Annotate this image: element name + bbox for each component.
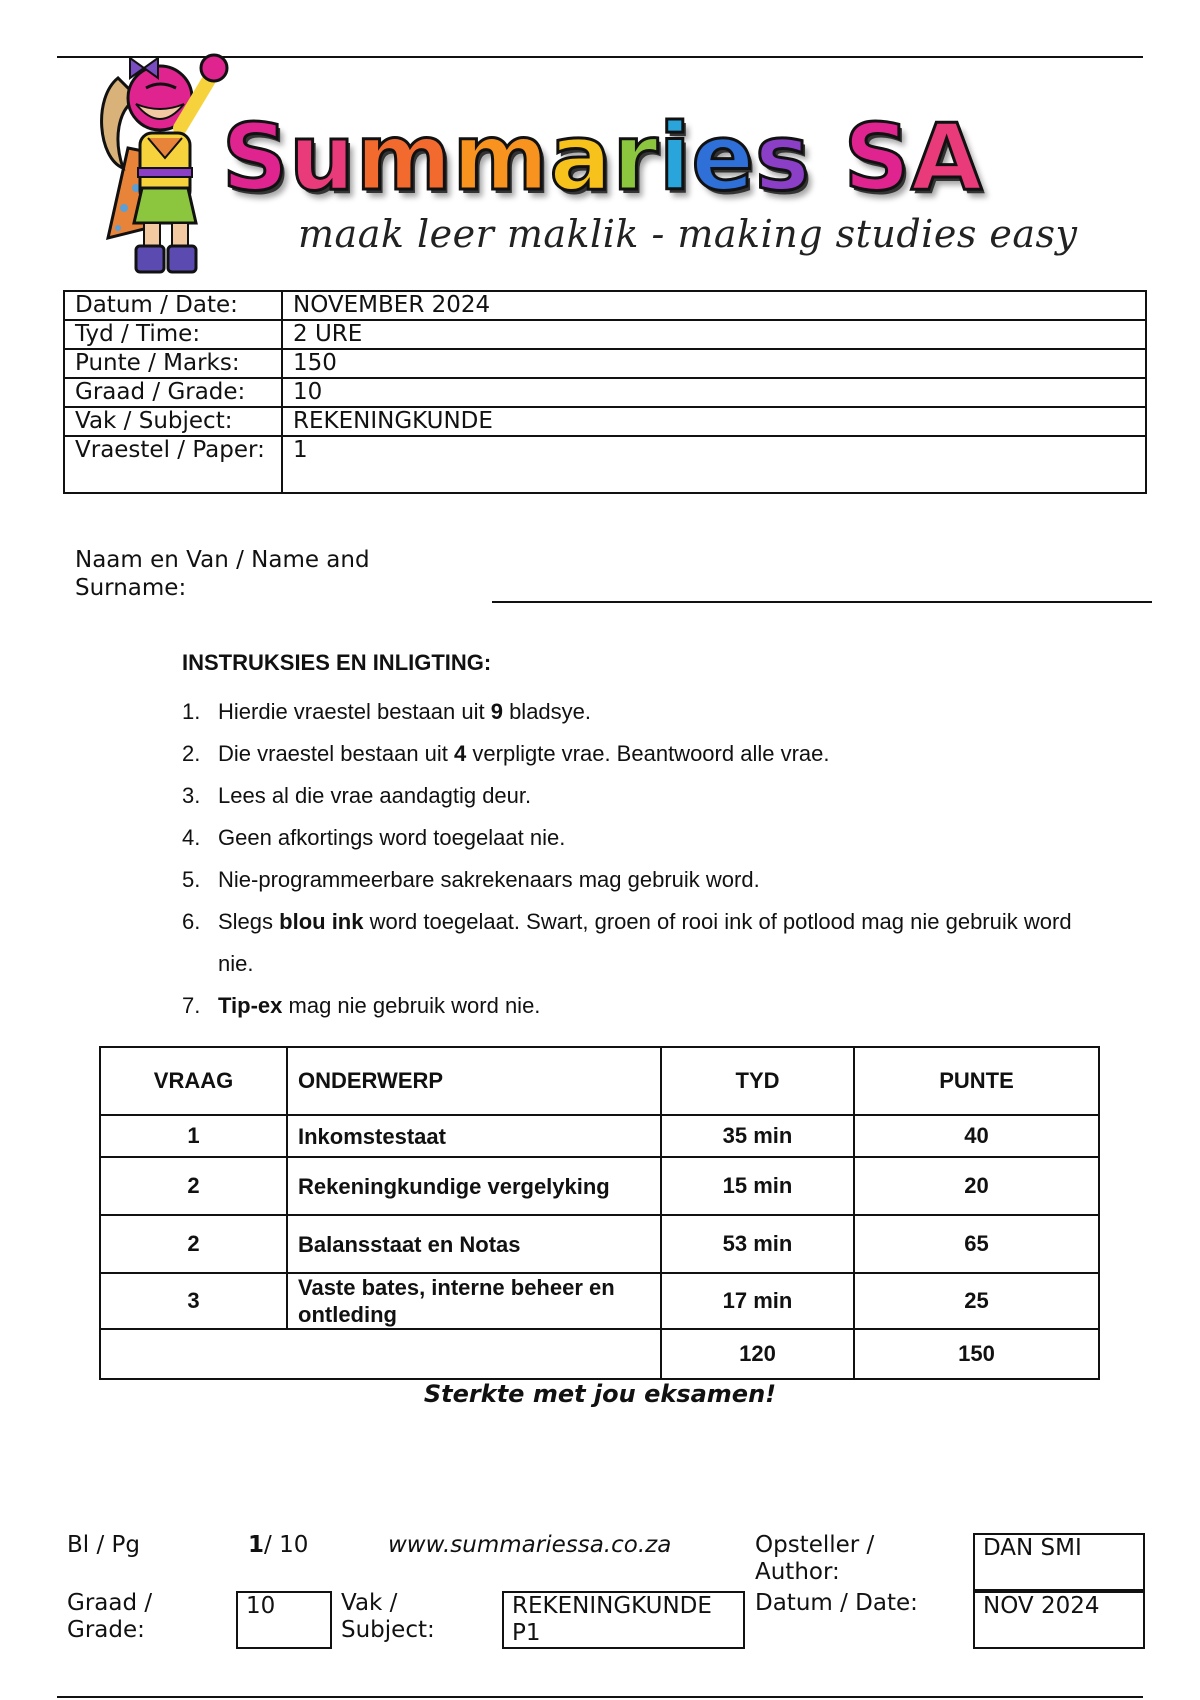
instruction-number: 3.: [182, 783, 201, 808]
page-current: 1: [248, 1532, 265, 1558]
instruction-number: 4.: [182, 825, 201, 850]
info-value: 1: [282, 436, 1146, 493]
bottom-rule: [57, 1696, 1143, 1698]
instructions-list: [182, 691, 1082, 1027]
instruction-emphasis: Tip-ex: [218, 993, 283, 1018]
info-value: 150: [282, 349, 1146, 378]
header-punte: PUNTE: [854, 1047, 1099, 1115]
question-topic: Vaste bates, interne beheer en ontleding: [287, 1273, 661, 1329]
question-marks: 40: [854, 1115, 1099, 1157]
tagline: maak leer maklik - making studies easy: [298, 212, 1078, 256]
info-label: Punte / Marks:: [64, 349, 282, 378]
grade-value: 10: [236, 1591, 332, 1649]
total-time: 120: [661, 1329, 854, 1379]
date-value: NOV 2024: [973, 1591, 1145, 1649]
instruction-item: [182, 859, 1082, 901]
date-label: Datum / Date:: [755, 1590, 918, 1616]
instruction-number: 6.: [182, 909, 201, 934]
instruction-item: [182, 985, 1082, 1027]
instruction-emphasis: blou ink: [279, 909, 364, 934]
author-value: DAN SMI: [973, 1533, 1145, 1591]
instruction-item: [182, 775, 1082, 817]
instruction-item: [182, 901, 1082, 985]
instruction-item: [182, 733, 1082, 775]
instruction-emphasis: 9: [490, 699, 503, 724]
question-row: [100, 1157, 1099, 1215]
info-row: [64, 320, 1146, 349]
exam-info-table: [63, 290, 1147, 494]
instruction-item: [182, 691, 1082, 733]
question-time: 35 min: [661, 1115, 854, 1157]
brand-logo: Summaries SA: [222, 104, 984, 211]
header-vraag: VRAAG: [100, 1047, 287, 1115]
info-value: REKENINGKUNDE: [282, 407, 1146, 436]
page-total: / 10: [264, 1532, 309, 1558]
website-link[interactable]: www.summariessa.co.za: [388, 1532, 672, 1558]
instruction-text: Hierdie vraestel bestaan uit: [218, 699, 491, 724]
instruction-number: 1.: [182, 699, 201, 724]
info-label: Graad / Grade:: [64, 378, 282, 407]
name-label: Naam en Van / Name and Surname:: [75, 547, 370, 601]
instruction-text-rest: word toegelaat. Swart, groen of rooi ink of potlood mag nie gebruik word nie.: [218, 909, 1072, 976]
question-topic: Balansstaat en Notas: [287, 1215, 661, 1273]
info-row: [64, 407, 1146, 436]
question-marks: 65: [854, 1215, 1099, 1273]
question-topic: Inkomstestaat: [287, 1115, 661, 1157]
info-label: Vraestel / Paper:: [64, 436, 282, 493]
questions-table: [99, 1046, 1100, 1380]
instruction-text-rest: verpligte vrae. Beantwoord alle vrae.: [466, 741, 830, 766]
question-number: 2: [100, 1157, 287, 1215]
question-marks: 25: [854, 1273, 1099, 1329]
instruction-number: 5.: [182, 867, 201, 892]
question-time: 15 min: [661, 1157, 854, 1215]
question-row: [100, 1115, 1099, 1157]
instruction-text: Lees al die vrae aandagtig deur.: [218, 783, 532, 808]
subject-label: Vak / Subject:: [341, 1590, 435, 1643]
grade-label: Graad / Grade:: [67, 1590, 153, 1643]
question-time: 17 min: [661, 1273, 854, 1329]
question-number: 3: [100, 1273, 287, 1329]
instructions-title: INSTRUKSIES EN INLIGTING:: [182, 650, 492, 675]
instruction-number: 7.: [182, 993, 201, 1018]
info-row: [64, 378, 1146, 407]
instruction-text: Die vraestel bestaan uit: [218, 741, 455, 766]
info-row: [64, 291, 1146, 320]
info-value: 2 URE: [282, 320, 1146, 349]
header-onderwerp: ONDERWERP: [287, 1047, 661, 1115]
instruction-item: [182, 817, 1082, 859]
info-label: Datum / Date:: [64, 291, 282, 320]
header-tyd: TYD: [661, 1047, 854, 1115]
name-input-line[interactable]: [492, 601, 1152, 603]
page-label: Bl / Pg: [67, 1532, 141, 1558]
instruction-text: Nie-programmeerbare sakrekenaars mag gebruik word.: [218, 867, 760, 892]
author-label: Opsteller / Author:: [755, 1532, 875, 1585]
question-marks: 20: [854, 1157, 1099, 1215]
question-row: [100, 1273, 1099, 1329]
question-time: 53 min: [661, 1215, 854, 1273]
info-value: NOVEMBER 2024: [282, 291, 1146, 320]
instruction-number: 2.: [182, 741, 201, 766]
instruction-text-rest: bladsye.: [502, 699, 592, 724]
instruction-text-rest: mag nie gebruik word nie.: [282, 993, 541, 1018]
totals-empty-cell: [100, 1329, 661, 1379]
totals-row: [100, 1329, 1099, 1379]
total-marks: 150: [854, 1329, 1099, 1379]
instruction-emphasis: 4: [454, 741, 467, 766]
question-topic: Rekeningkundige vergelyking: [287, 1157, 661, 1215]
instruction-text: Slegs: [218, 909, 280, 934]
page-number: [248, 1532, 308, 1559]
info-label: Tyd / Time:: [64, 320, 282, 349]
instruction-text: Geen afkortings word toegelaat nie.: [218, 825, 566, 850]
info-row: [64, 436, 1146, 493]
subject-value: REKENINGKUNDE P1: [502, 1591, 745, 1649]
question-number: 2: [100, 1215, 287, 1273]
question-number: 1: [100, 1115, 287, 1157]
info-value: 10: [282, 378, 1146, 407]
info-label: Vak / Subject:: [64, 407, 282, 436]
question-row: [100, 1215, 1099, 1273]
good-luck-message: Sterkte met jou eksamen!: [423, 1380, 777, 1408]
info-row: [64, 349, 1146, 378]
